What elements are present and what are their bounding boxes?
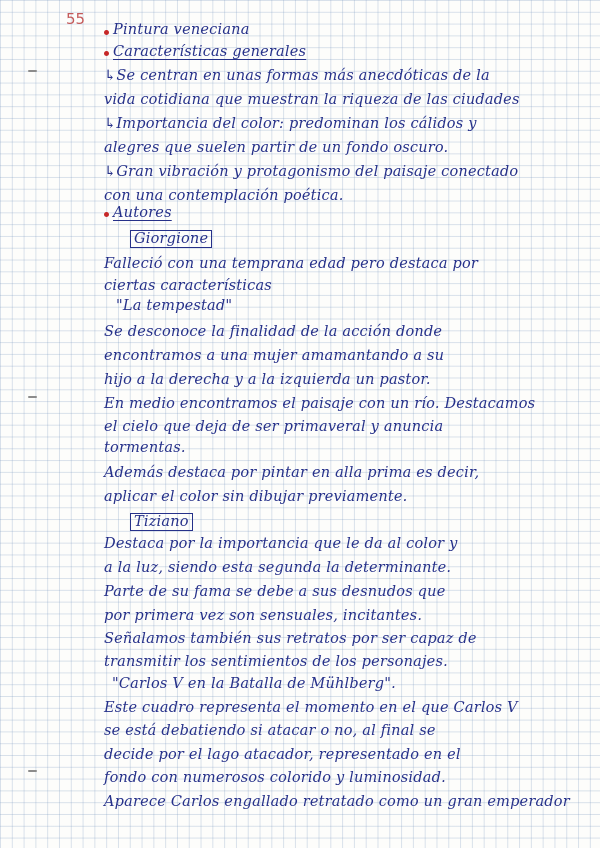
text-line: el cielo que deja de ser primaveral y anuncia (104, 419, 444, 435)
text-line: Este cuadro representa el momento en el que Carlos V (104, 700, 518, 716)
text-line: con una contemplación poética. (104, 188, 344, 204)
punch-mark (28, 70, 37, 72)
text-line: ↳Importancia del color: predominan los cálidos y (104, 116, 477, 132)
punch-mark (28, 396, 37, 398)
section-title: Pintura veneciana (113, 22, 250, 38)
text-line: Además destaca por pintar en alla prima es decir, (104, 465, 480, 481)
text-line: se está debatiendo si atacar o no, al final se (104, 723, 436, 739)
text-line: hijo a la derecha y a la izquierda un pastor. (104, 372, 431, 388)
text-line: ↳Gran vibración y protagonismo del paisaje conectado (104, 164, 519, 180)
text-line: aplicar el color sin dibujar previamente. (104, 489, 408, 505)
subsection-heading: Autores (113, 205, 172, 221)
artwork-title: "La tempestad" (116, 298, 233, 314)
subsection-heading: Características generales (113, 44, 307, 60)
red-bullet-icon (104, 212, 109, 217)
text-line: Aparece Carlos engallado retratado como un gran emperador (104, 794, 570, 810)
text-line: ↳Se centran en unas formas más anecdóticas de la (104, 68, 490, 84)
red-bullet-icon (104, 51, 109, 56)
text-line: decide por el lago atacador, representado en el (104, 747, 461, 763)
author-heading: Giorgione (130, 230, 212, 248)
punch-mark (28, 770, 37, 772)
text-line: vida cotidiana que muestran la riqueza de las ciudades (104, 92, 520, 108)
text-line: tormentas. (104, 440, 186, 456)
red-bullet-icon (104, 30, 109, 35)
text-line: alegres que suelen partir de un fondo oscuro. (104, 140, 449, 156)
text-line: En medio encontramos el paisaje con un río. Destacamos (104, 396, 536, 412)
page-number: 55 (66, 10, 86, 28)
text-line: transmitir los sentimientos de los personajes. (104, 654, 448, 670)
text-line: ciertas características (104, 278, 272, 294)
text-line: fondo con numerosos colorido y luminosidad. (104, 770, 446, 786)
text-line: Parte de su fama se debe a sus desnudos que (104, 584, 446, 600)
text-line: por primera vez son sensuales, incitantes. (104, 608, 423, 624)
author-heading: Tiziano (130, 513, 193, 531)
text-line: Falleció con una temprana edad pero destaca por (104, 256, 479, 272)
text-line: encontramos a una mujer amamantando a su (104, 348, 445, 364)
text-line: Destaca por la importancia que le da al color y (104, 536, 458, 552)
text-line: Señalamos también sus retratos por ser capaz de (104, 631, 477, 647)
text-line: Se desconoce la finalidad de la acción donde (104, 324, 443, 340)
text-line: a la luz, siendo esta segunda la determinante. (104, 560, 452, 576)
artwork-title: "Carlos V en la Batalla de Mühlberg". (112, 676, 396, 692)
